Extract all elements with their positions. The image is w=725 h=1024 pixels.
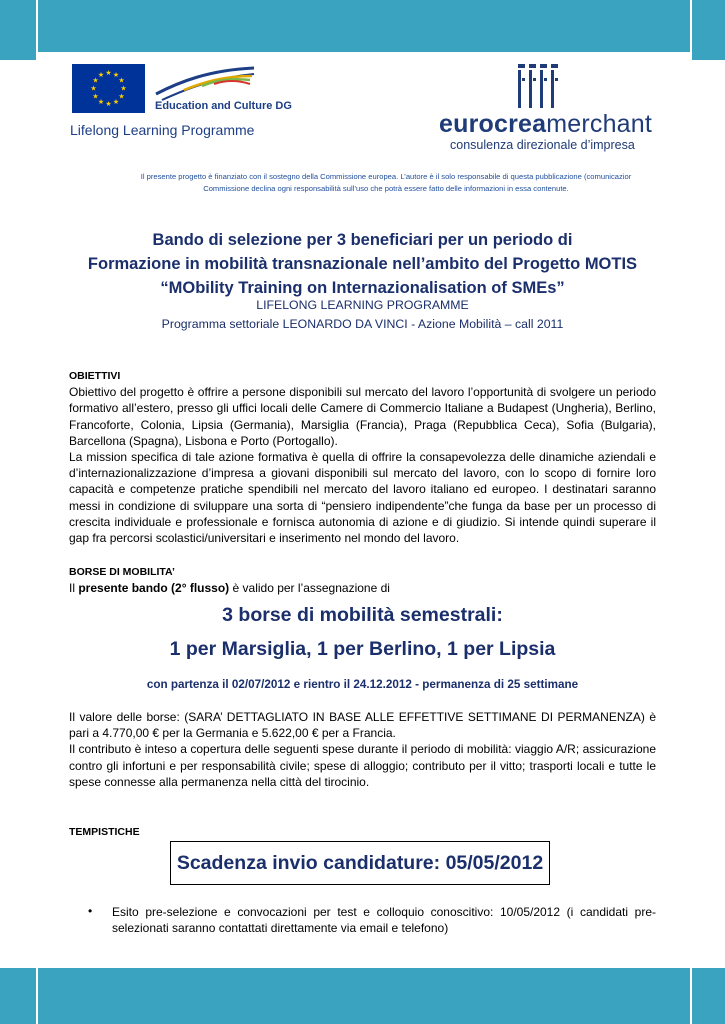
section-borse — [69, 564, 656, 596]
lifelong-learning-wave-icon — [154, 64, 258, 104]
deadline-text: Scadenza invio candidature: 05/05/2012 — [176, 851, 544, 874]
document-title — [40, 228, 685, 300]
page-top-band — [38, 0, 690, 52]
svg-text:★: ★ — [112, 71, 120, 79]
disclaimer-line-2: Commissione declina ogni responsabilità sull’uso che potrà essere fatto delle informazioni in essa contenute. — [203, 184, 569, 193]
funding-disclaimer — [84, 171, 688, 195]
borse-intro — [69, 580, 656, 596]
brand-name-rest: merchant — [546, 110, 653, 138]
borse-details — [69, 709, 656, 790]
eurocrea-tagline: consulenza direzionale d’impresa — [450, 138, 635, 152]
borse-heading: BORSE DI MOBILITA’ — [69, 566, 175, 578]
svg-text:★: ★ — [105, 100, 112, 108]
borse-intro-pre: Il — [69, 581, 79, 596]
frame-divider-left — [36, 0, 38, 1024]
title-line-3: “MObility Training on Internazionalisation of SMEs” — [160, 279, 565, 297]
svg-text:★: ★ — [118, 76, 125, 85]
svg-text:★: ★ — [92, 92, 99, 101]
svg-text:★: ★ — [90, 84, 97, 93]
svg-text:★: ★ — [105, 69, 112, 77]
eurocrea-logo-icon — [516, 64, 564, 108]
obiettivi-heading: OBIETTIVI — [69, 370, 121, 382]
bullet-icon: • — [88, 904, 93, 918]
brand-name-bold: eurocrea — [439, 110, 547, 138]
borse-intro-bold: presente bando (2° flusso) — [78, 581, 230, 596]
svg-text:★: ★ — [97, 71, 105, 79]
subtitle-line-2: Programma settoriale LEONARDO DA VINCI - Azione Mobilità – call 2011 — [161, 317, 564, 331]
obiettivi-paragraph-1: Obiettivo del progetto è offrire a persone disponibili sul mercato del lavoro l’opportunità di svolgere un periodo formativo all’estero, presso gli uffici locali delle Camere di Commercio Italiane a Budapest (Ungheria), Berlino, Francoforte, Colonia, Lipsia (Germania), Marsiglia (Francia), Praga (Repubblica Ceca), Sofia (Bulgaria), Barcellona (Spagna), Lisbona e Porto (Portogallo). — [69, 385, 656, 448]
eu-flag-icon — [72, 64, 145, 113]
borse-count-heading: 3 borse di mobilità semestrali: — [222, 604, 503, 626]
subtitle-line-1: LIFELONG LEARNING PROGRAMME — [256, 298, 469, 312]
svg-text:★: ★ — [120, 84, 127, 93]
svg-text:★: ★ — [97, 98, 105, 106]
borse-paragraph-2: Il contributo è inteso a copertura delle seguenti spese durante il periodo di mobilità: viaggio A/R; assicurazione contro gli infortuni e per responsabilità civile; spese di alloggio; contributo per il vitto; trasporti locali e tutte le spese connesse alla permanenza nella città del tirocinio. — [69, 742, 656, 789]
document-subtitle — [40, 296, 685, 334]
svg-text:★: ★ — [118, 92, 125, 101]
obiettivi-paragraph-2: La mission specifica di tale azione formativa è quella di offrire la consapevolezza delle dinamiche aziendali e d’internazionalizzazione d’impresa a giovani disponibili sul mercato del lavoro, con lo scopo di fornire loro capacità e competenze pratiche spendibili nel mercato del lavoro italiano ed europeo. I destinatari saranno messi in condizione di sviluppare una sorta di “pensiero indipendente”che funga da base per un processo di crescita individuale e professionale e fornisca autonomia di azione e di giudizio. Si intende quindi superare il gap fra percorsi scolastici/universitari e inserimento nel mondo del lavoro. — [69, 450, 656, 546]
title-line-1: Bando di selezione per 3 beneficiari per un periodo di — [152, 231, 573, 249]
tempistiche-bullet-1: Esito pre-selezione e convocazioni per test e colloquio conoscitivo: 10/05/2012 (i candidati pre-selezionati saranno contattati direttamente via email e telefono) — [112, 905, 656, 936]
eurocrea-brand-name — [439, 110, 652, 139]
eu-programme-label: Lifelong Learning Programme — [70, 122, 255, 138]
svg-text:★: ★ — [112, 98, 120, 106]
borse-cities-heading: 1 per Marsiglia, 1 per Berlino, 1 per Lipsia — [169, 638, 556, 660]
deadline-box — [170, 841, 550, 885]
borse-period-note: con partenza il 02/07/2012 e rientro il 24.12.2012 - permanenza di 25 settimane — [146, 678, 579, 691]
section-tempistiche — [69, 824, 656, 840]
eu-dg-label: Education and Culture DG — [155, 100, 292, 112]
svg-text:★: ★ — [92, 76, 99, 85]
borse-paragraph-1: Il valore delle borse: (SARA’ DETTAGLIATO IN BASE ALLE EFFETTIVE SETTIMANE DI PERMANENZA) è pari a 4.770,00 € per la Germania e 5.622,00 € per a Francia. — [69, 710, 656, 741]
disclaimer-line-1: Il presente progetto è finanziato con il sostegno della Commissione europea. L’autore è il solo responsabile di questa pubblicazione (comunicazior — [140, 172, 632, 181]
section-obiettivi — [69, 368, 656, 546]
tempistiche-heading: TEMPISTICHE — [69, 826, 140, 838]
borse-intro-post: è valido per l’assegnazione di — [229, 581, 390, 596]
title-line-2: Formazione in mobilità transnazionale nell’ambito del Progetto MOTIS — [87, 255, 638, 273]
page-bottom-band — [38, 968, 690, 1024]
frame-divider-right — [690, 0, 692, 1024]
